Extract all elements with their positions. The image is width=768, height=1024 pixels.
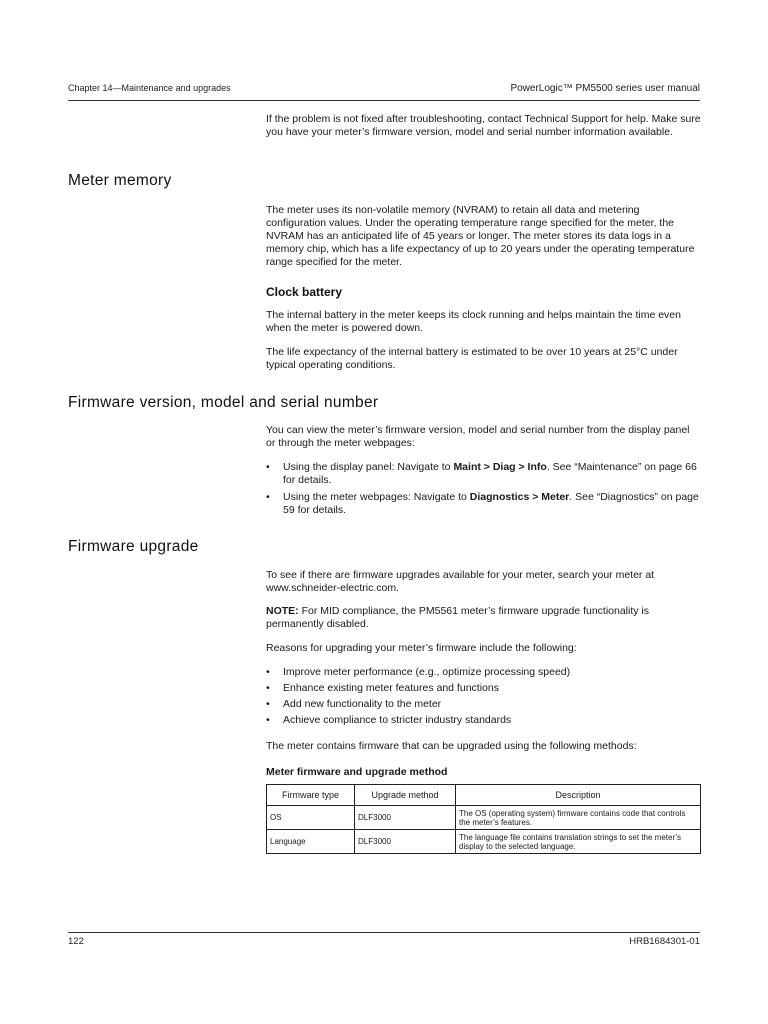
list-item-text: Using the meter webpages: Navigate to bbox=[283, 491, 470, 503]
clock-battery-paragraph-1: The internal battery in the meter keeps its clock running and helps maintain the time even when the meter is powered down. bbox=[266, 309, 681, 334]
table-cell: DLF3000 bbox=[355, 830, 456, 854]
header-divider bbox=[68, 100, 700, 101]
list-item bbox=[266, 491, 701, 517]
list-item bbox=[266, 461, 701, 487]
list-item: • Improve meter performance (e.g., optimize processing speed) bbox=[266, 666, 701, 679]
firmware-table bbox=[266, 784, 701, 854]
intro-paragraph: If the problem is not fixed after troubleshooting, contact Technical Support for help. Make sure you have your meter’s firmware version, model and serial number information available. bbox=[266, 113, 701, 138]
header-chapter: Chapter 14—Maintenance and upgrades bbox=[68, 83, 231, 93]
firmware-upgrade-paragraph-3: The meter contains firmware that can be upgraded using the following methods: bbox=[266, 740, 637, 752]
menu-path: Diagnostics > Meter bbox=[469, 491, 570, 503]
list-item-text: . See “Diagnostics” on page 59 for details. bbox=[283, 491, 699, 516]
footer-divider bbox=[68, 932, 700, 933]
table-header-row bbox=[267, 785, 701, 806]
header-manual-title: PowerLogic™ PM5500 series user manual bbox=[510, 83, 700, 94]
table-row bbox=[267, 806, 701, 830]
table-cell: The OS (operating system) firmware contains code that controls the meter’s features. bbox=[456, 806, 701, 830]
list-item: • Enhance existing meter features and functions bbox=[266, 682, 701, 695]
list-item-text: Using the display panel: Navigate to bbox=[283, 461, 454, 473]
note-label: NOTE: bbox=[266, 605, 299, 617]
table-cell: DLF3000 bbox=[355, 806, 456, 830]
column-header: Upgrade method bbox=[355, 785, 456, 806]
menu-path: Maint > Diag > Info bbox=[453, 461, 547, 473]
document-id: HRB1684301-01 bbox=[629, 936, 700, 947]
subheading-clock-battery: Clock battery bbox=[266, 285, 343, 299]
note-paragraph bbox=[266, 605, 701, 631]
column-header: Description bbox=[456, 785, 701, 806]
note-text: For MID compliance, the PM5561 meter’s firmware upgrade functionality is permanently disabled. bbox=[266, 605, 650, 630]
meter-memory-paragraph: The meter uses its non-volatile memory (NVRAM) to retain all data and metering configuration values. Under the operating temperature range specified for the meter, the NVRAM has an anticipated life of 45 years or longer. The meter stores its data logs in a memory chip, which has a life expectancy of up to 20 years under the operating temperature range specified for the meter. bbox=[266, 204, 695, 268]
firmware-upgrade-paragraph-1: To see if there are firmware upgrades available for your meter, search your meter at www.schneider-electric.com. bbox=[266, 569, 655, 594]
table-title: Meter firmware and upgrade method bbox=[266, 766, 448, 778]
column-header: Firmware type bbox=[267, 785, 355, 806]
section-heading-meter-memory: Meter memory bbox=[68, 172, 172, 189]
table-cell: The language file contains translation strings to set the meter’s display to the selected language. bbox=[456, 830, 701, 854]
section-heading-firmware-version: Firmware version, model and serial number bbox=[68, 394, 379, 411]
clock-battery-paragraph-2: The life expectancy of the internal battery is estimated to be over 10 years at 25°C under typical operating conditions. bbox=[266, 346, 678, 371]
table-cell: OS bbox=[267, 806, 355, 830]
table-row bbox=[267, 830, 701, 854]
list-item: • Achieve compliance to stricter industry standards bbox=[266, 714, 701, 727]
page-number: 122 bbox=[68, 936, 84, 947]
firmware-upgrade-paragraph-2: Reasons for upgrading your meter’s firmware include the following: bbox=[266, 642, 577, 654]
upgrade-reasons-list bbox=[266, 666, 701, 727]
firmware-version-paragraph: You can view the meter’s firmware version, model and serial number from the display panel or through the meter webpages: bbox=[266, 424, 690, 449]
section-heading-firmware-upgrade: Firmware upgrade bbox=[68, 538, 199, 555]
firmware-version-list bbox=[266, 461, 701, 517]
list-item: • Add new functionality to the meter bbox=[266, 698, 701, 711]
table-cell: Language bbox=[267, 830, 355, 854]
list-item-text: . See “Maintenance” on page 66 for details. bbox=[283, 461, 697, 486]
